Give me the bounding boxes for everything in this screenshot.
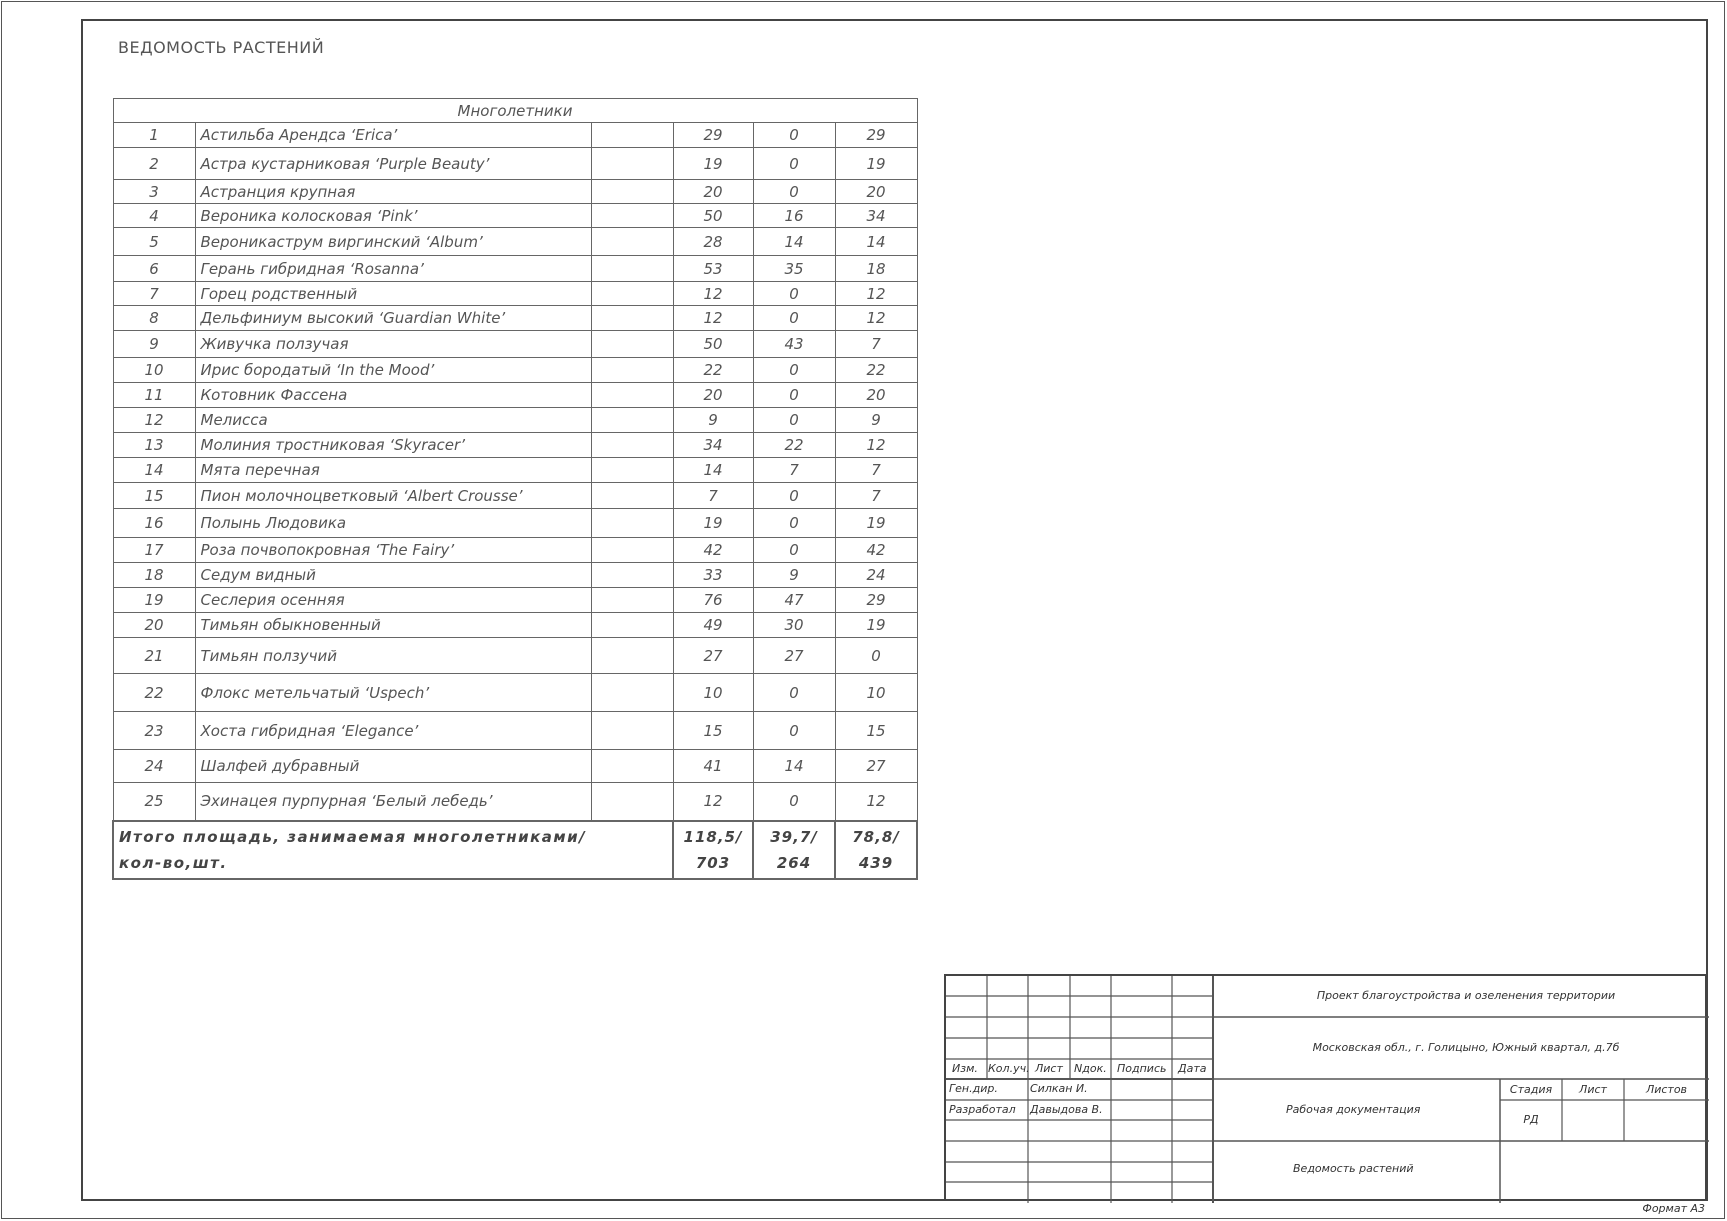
quantity-new: 12 <box>835 783 917 821</box>
table-row <box>113 228 917 256</box>
quantity-existing: 0 <box>753 408 835 433</box>
plant-name: Полынь Людовика <box>195 509 591 538</box>
quantity-new: 12 <box>835 282 917 306</box>
quantity-new: 7 <box>835 458 917 483</box>
total-quantity-existing-line2: 264 <box>776 853 812 872</box>
plant-name: Ирис бородатый ‘In the Mood’ <box>195 358 591 383</box>
table-row <box>113 712 917 750</box>
quantity-total: 7 <box>673 483 753 509</box>
blank-cell <box>591 256 673 282</box>
table-row <box>113 331 917 358</box>
table-row <box>113 306 917 331</box>
quantity-existing: 0 <box>753 358 835 383</box>
table-row <box>113 483 917 509</box>
blank-cell <box>591 783 673 821</box>
quantity-total: 50 <box>673 331 753 358</box>
quantity-total: 33 <box>673 563 753 588</box>
quantity-total: 42 <box>673 538 753 563</box>
table-section-header-row <box>113 99 917 123</box>
table-row <box>113 783 917 821</box>
quantity-new: 29 <box>835 123 917 148</box>
sheet-title: ВЕДОМОСТЬ РАСТЕНИЙ <box>118 38 325 57</box>
row-number: 2 <box>113 148 195 180</box>
quantity-total: 14 <box>673 458 753 483</box>
row-number: 13 <box>113 433 195 458</box>
quantity-new: 10 <box>835 674 917 712</box>
plant-name: Герань гибридная ‘Rosanna’ <box>195 256 591 282</box>
row-number: 14 <box>113 458 195 483</box>
row-number: 1 <box>113 123 195 148</box>
row-number: 20 <box>113 613 195 638</box>
blank-cell <box>591 123 673 148</box>
col-data: Дата <box>1178 1062 1207 1075</box>
quantity-existing: 0 <box>753 123 835 148</box>
plant-name: Астра кустарниковая ‘Purple Beauty’ <box>195 148 591 180</box>
col-kolvo-uch: Кол.уч. <box>988 1062 1030 1075</box>
table-row <box>113 588 917 613</box>
quantity-new: 12 <box>835 433 917 458</box>
blank-cell <box>591 509 673 538</box>
total-quantity-total-line1: 118,5/ <box>683 827 743 846</box>
quantity-total: 76 <box>673 588 753 613</box>
row-number: 10 <box>113 358 195 383</box>
row-number: 21 <box>113 638 195 674</box>
table-row <box>113 433 917 458</box>
total-quantity-new <box>835 821 917 879</box>
title-block <box>944 974 1707 1201</box>
plant-name: Роза почвопокровная ‘The Fairy’ <box>195 538 591 563</box>
plant-name: Астильба Арендса ‘Erica’ <box>195 123 591 148</box>
col-ndok: Nдок. <box>1074 1062 1107 1075</box>
project-title: Проект благоустройства и озеленения территории <box>1316 989 1616 1002</box>
role-developer: Разработал <box>949 1103 1016 1116</box>
quantity-existing: 14 <box>753 750 835 783</box>
quantity-existing: 0 <box>753 783 835 821</box>
plant-name: Вероникаструм виргинский ‘Album’ <box>195 228 591 256</box>
quantity-new: 29 <box>835 588 917 613</box>
blank-cell <box>591 282 673 306</box>
blank-cell <box>591 204 673 228</box>
col-izm: Изм. <box>952 1062 978 1075</box>
plant-name: Горец родственный <box>195 282 591 306</box>
row-number: 16 <box>113 509 195 538</box>
quantity-new: 20 <box>835 180 917 204</box>
row-number: 3 <box>113 180 195 204</box>
blank-cell <box>591 458 673 483</box>
quantity-existing: 0 <box>753 674 835 712</box>
row-number: 19 <box>113 588 195 613</box>
blank-cell <box>591 180 673 204</box>
quantity-existing: 0 <box>753 180 835 204</box>
blank-cell <box>591 408 673 433</box>
quantity-total: 20 <box>673 180 753 204</box>
quantity-total: 20 <box>673 383 753 408</box>
quantity-total: 29 <box>673 123 753 148</box>
quantity-total: 41 <box>673 750 753 783</box>
quantity-new: 24 <box>835 563 917 588</box>
blank-cell <box>591 638 673 674</box>
stage-value: РД <box>1523 1113 1539 1126</box>
table-row <box>113 638 917 674</box>
quantity-existing: 7 <box>753 458 835 483</box>
total-label-line1: Итого площадь, занимаемая многолетниками/ <box>119 827 587 846</box>
blank-cell <box>591 433 673 458</box>
plants-table <box>112 98 918 880</box>
row-number: 12 <box>113 408 195 433</box>
table-row <box>113 180 917 204</box>
table-row <box>113 358 917 383</box>
quantity-existing: 35 <box>753 256 835 282</box>
quantity-total: 53 <box>673 256 753 282</box>
table-row <box>113 674 917 712</box>
quantity-total: 34 <box>673 433 753 458</box>
sheet-name: Ведомость растений <box>1293 1162 1414 1175</box>
sheet-label: Лист <box>1579 1083 1607 1096</box>
blank-cell <box>591 306 673 331</box>
quantity-existing: 30 <box>753 613 835 638</box>
quantity-new: 15 <box>835 712 917 750</box>
blank-cell <box>591 674 673 712</box>
quantity-new: 7 <box>835 483 917 509</box>
row-number: 22 <box>113 674 195 712</box>
total-quantity-existing <box>753 821 835 879</box>
table-row <box>113 613 917 638</box>
plant-name: Сеслерия осенняя <box>195 588 591 613</box>
quantity-total: 22 <box>673 358 753 383</box>
quantity-existing: 0 <box>753 383 835 408</box>
section-header: Многолетники <box>113 99 917 123</box>
quantity-existing: 47 <box>753 588 835 613</box>
row-number: 4 <box>113 204 195 228</box>
stage-label: Стадия <box>1509 1083 1553 1096</box>
plant-name: Шалфей дубравный <box>195 750 591 783</box>
table-row <box>113 383 917 408</box>
quantity-existing: 0 <box>753 148 835 180</box>
quantity-new: 7 <box>835 331 917 358</box>
plant-name: Дельфиниум высокий ‘Guardian White’ <box>195 306 591 331</box>
quantity-new: 12 <box>835 306 917 331</box>
quantity-existing: 22 <box>753 433 835 458</box>
blank-cell <box>591 712 673 750</box>
quantity-existing: 0 <box>753 538 835 563</box>
quantity-new: 14 <box>835 228 917 256</box>
row-number: 8 <box>113 306 195 331</box>
quantity-total: 15 <box>673 712 753 750</box>
total-label-line2: кол-во,шт. <box>119 853 228 872</box>
quantity-total: 12 <box>673 306 753 331</box>
quantity-new: 19 <box>835 148 917 180</box>
row-number: 24 <box>113 750 195 783</box>
quantity-total: 10 <box>673 674 753 712</box>
quantity-new: 18 <box>835 256 917 282</box>
table-row <box>113 204 917 228</box>
plant-name: Тимьян обыкновенный <box>195 613 591 638</box>
plant-name: Астранция крупная <box>195 180 591 204</box>
quantity-existing: 43 <box>753 331 835 358</box>
table-row <box>113 123 917 148</box>
blank-cell <box>591 358 673 383</box>
blank-cell <box>591 331 673 358</box>
quantity-existing: 27 <box>753 638 835 674</box>
quantity-new: 0 <box>835 638 917 674</box>
quantity-new: 27 <box>835 750 917 783</box>
total-label <box>113 821 673 879</box>
blank-cell <box>591 750 673 783</box>
row-number: 11 <box>113 383 195 408</box>
col-podpis: Подпись <box>1117 1062 1167 1075</box>
blank-cell <box>591 538 673 563</box>
quantity-existing: 16 <box>753 204 835 228</box>
total-quantity-existing-line1: 39,7/ <box>770 827 818 846</box>
quantity-total: 27 <box>673 638 753 674</box>
quantity-new: 20 <box>835 383 917 408</box>
plant-name: Молиния тростниковая ‘Skyracer’ <box>195 433 591 458</box>
plant-name: Мелисса <box>195 408 591 433</box>
row-number: 15 <box>113 483 195 509</box>
person-developer: Давыдова В. <box>1030 1103 1103 1116</box>
table-row <box>113 509 917 538</box>
row-number: 6 <box>113 256 195 282</box>
quantity-total: 49 <box>673 613 753 638</box>
role-director: Ген.дир. <box>949 1082 998 1095</box>
table-row <box>113 408 917 433</box>
quantity-total: 19 <box>673 148 753 180</box>
plant-name: Живучка ползучая <box>195 331 591 358</box>
total-quantity-total-line2: 703 <box>695 853 731 872</box>
plant-name: Флокс метельчатый ‘Uspech’ <box>195 674 591 712</box>
plant-name: Вероника колосковая ‘Pink’ <box>195 204 591 228</box>
total-quantity-new-line2: 439 <box>858 853 894 872</box>
plant-name: Тимьян ползучий <box>195 638 591 674</box>
quantity-existing: 0 <box>753 509 835 538</box>
row-number: 9 <box>113 331 195 358</box>
quantity-existing: 9 <box>753 563 835 588</box>
quantity-existing: 0 <box>753 306 835 331</box>
quantity-existing: 0 <box>753 712 835 750</box>
table-row <box>113 256 917 282</box>
quantity-new: 34 <box>835 204 917 228</box>
total-quantity-new-line1: 78,8/ <box>852 827 900 846</box>
plant-name: Седум видный <box>195 563 591 588</box>
plant-name: Эхинацея пурпурная ‘Белый лебедь’ <box>195 783 591 821</box>
quantity-total: 12 <box>673 282 753 306</box>
quantity-new: 9 <box>835 408 917 433</box>
blank-cell <box>591 563 673 588</box>
plant-name: Мята перечная <box>195 458 591 483</box>
row-number: 23 <box>113 712 195 750</box>
row-number: 18 <box>113 563 195 588</box>
table-row <box>113 282 917 306</box>
quantity-existing: 0 <box>753 483 835 509</box>
total-quantity-total <box>673 821 753 879</box>
quantity-new: 22 <box>835 358 917 383</box>
plant-name: Котовник Фассена <box>195 383 591 408</box>
row-number: 5 <box>113 228 195 256</box>
row-number: 7 <box>113 282 195 306</box>
plant-name: Хоста гибридная ‘Elegance’ <box>195 712 591 750</box>
blank-cell <box>591 383 673 408</box>
quantity-total: 12 <box>673 783 753 821</box>
table-row <box>113 563 917 588</box>
total-row <box>113 821 917 879</box>
quantity-new: 42 <box>835 538 917 563</box>
table-row <box>113 148 917 180</box>
row-number: 17 <box>113 538 195 563</box>
format-label: Формат А3 <box>1642 1202 1705 1215</box>
col-list: Лист <box>1035 1062 1063 1075</box>
person-director: Силкан И. <box>1030 1082 1088 1095</box>
table-row <box>113 458 917 483</box>
sheets-label: Листов <box>1645 1083 1688 1096</box>
quantity-existing: 0 <box>753 282 835 306</box>
blank-cell <box>591 228 673 256</box>
plant-name: Пион молочноцветковый ‘Albert Crousse’ <box>195 483 591 509</box>
project-address: Московская обл., г. Голицыно, Южный квартал, д.7б <box>1312 1041 1620 1054</box>
quantity-new: 19 <box>835 509 917 538</box>
table-row <box>113 538 917 563</box>
quantity-total: 9 <box>673 408 753 433</box>
blank-cell <box>591 483 673 509</box>
quantity-total: 50 <box>673 204 753 228</box>
quantity-new: 19 <box>835 613 917 638</box>
documentation-type: Рабочая документация <box>1286 1103 1421 1116</box>
row-number: 25 <box>113 783 195 821</box>
quantity-total: 28 <box>673 228 753 256</box>
quantity-total: 19 <box>673 509 753 538</box>
table-row <box>113 750 917 783</box>
blank-cell <box>591 148 673 180</box>
quantity-existing: 14 <box>753 228 835 256</box>
blank-cell <box>591 613 673 638</box>
blank-cell <box>591 588 673 613</box>
